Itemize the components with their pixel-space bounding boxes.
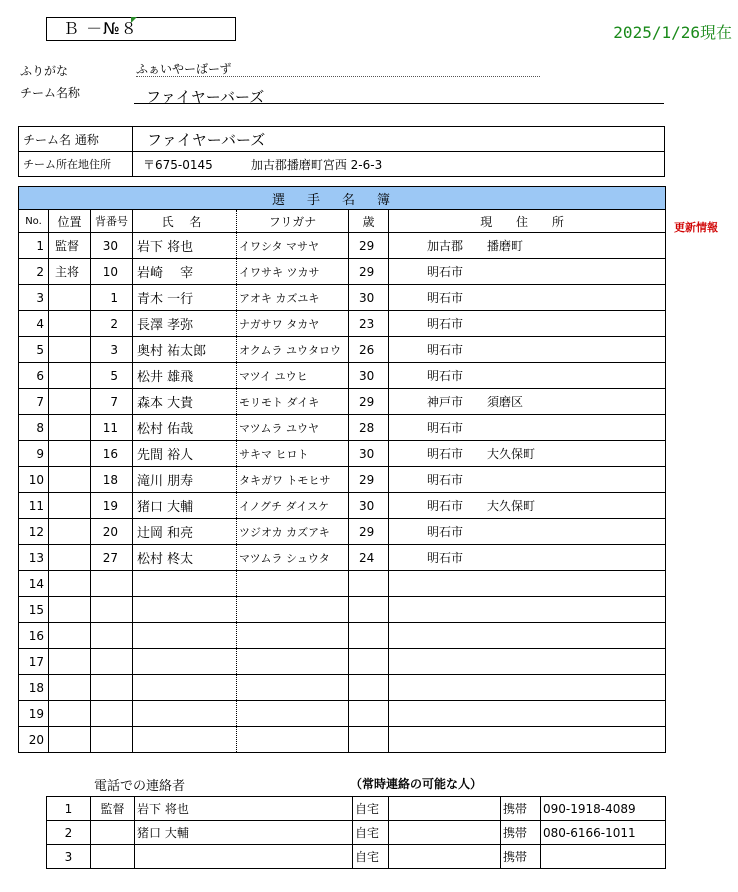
roster-row [19, 597, 666, 623]
player-address: 明石市 [389, 285, 666, 311]
contact-number: 1 [47, 797, 91, 821]
team-address: 加古郡播磨町宮西 2-6-3 [250, 157, 383, 172]
player-kana: サキマ ヒロト [237, 441, 349, 467]
row-number: 18 [19, 675, 49, 701]
document-id: Ｂ －№８ [63, 19, 138, 38]
player-kana: マツムラ シュウタ [237, 545, 349, 571]
home-label: 自宅 [353, 797, 389, 821]
team-name-label: チーム名称 [20, 86, 81, 100]
player-name: 岩崎 宰 [133, 259, 237, 285]
jersey-number [91, 649, 133, 675]
player-kana: マツムラ ユウヤ [237, 415, 349, 441]
player-name: 森本 大貴 [133, 389, 237, 415]
player-kana: オクムラ ユウタロウ [237, 337, 349, 363]
player-age: 29 [349, 467, 389, 493]
position [49, 285, 91, 311]
address-cell [133, 152, 665, 177]
player-name: 滝川 朋寿 [133, 467, 237, 493]
address-label: チーム所在地住所 [19, 152, 133, 177]
player-age [349, 623, 389, 649]
contacts-body [47, 797, 666, 869]
jersey-number: 20 [91, 519, 133, 545]
jersey-number [91, 727, 133, 753]
position [49, 597, 91, 623]
position [49, 311, 91, 337]
roster-row [19, 311, 666, 337]
roster-header-row [19, 210, 666, 233]
jersey-number [91, 675, 133, 701]
player-age: 29 [349, 233, 389, 259]
mobile-phone [541, 845, 666, 869]
row-number: 6 [19, 363, 49, 389]
player-address [389, 597, 666, 623]
player-age: 30 [349, 441, 389, 467]
player-age: 23 [349, 311, 389, 337]
player-age: 26 [349, 337, 389, 363]
player-name [133, 623, 237, 649]
position: 主将 [49, 259, 91, 285]
player-kana: イノグチ ダイスケ [237, 493, 349, 519]
mobile-label: 携帯 [501, 821, 541, 845]
jersey-number: 30 [91, 233, 133, 259]
position [49, 493, 91, 519]
row-number: 10 [19, 467, 49, 493]
row-number: 11 [19, 493, 49, 519]
contact-role: 監督 [91, 797, 135, 821]
col-header-no: No. [19, 210, 49, 233]
contact-number: 3 [47, 845, 91, 869]
mobile-phone: 090-1918-4089 [541, 797, 666, 821]
player-name [133, 727, 237, 753]
roster-table [18, 186, 666, 753]
jersey-number: 2 [91, 311, 133, 337]
home-phone [389, 845, 501, 869]
player-address: 明石市 [389, 545, 666, 571]
team-name-value: ファイヤーバーズ [134, 86, 664, 104]
contact-row [47, 797, 666, 821]
player-age [349, 701, 389, 727]
player-address: 明石市 [389, 311, 666, 337]
player-age: 29 [349, 519, 389, 545]
player-name [133, 571, 237, 597]
row-number: 8 [19, 415, 49, 441]
player-age [349, 649, 389, 675]
contact-name: 猪口 大輔 [135, 821, 353, 845]
postal-code: 〒675-0145 [143, 157, 213, 172]
roster-row [19, 623, 666, 649]
mobile-label: 携帯 [501, 845, 541, 869]
col-header-name: 氏 名 [133, 210, 237, 233]
row-number: 2 [19, 259, 49, 285]
player-age: 30 [349, 285, 389, 311]
mobile-label: 携帯 [501, 797, 541, 821]
player-address: 明石市 [389, 415, 666, 441]
roster-title-row [19, 187, 666, 210]
player-address: 明石市 [389, 337, 666, 363]
position [49, 415, 91, 441]
row-number: 12 [19, 519, 49, 545]
player-name: 青木 一行 [133, 285, 237, 311]
row-number: 20 [19, 727, 49, 753]
player-name: 松村 柊太 [133, 545, 237, 571]
player-kana [237, 649, 349, 675]
player-name: 辻岡 和亮 [133, 519, 237, 545]
document-id-box [46, 17, 236, 41]
jersey-number [91, 571, 133, 597]
contacts-heading: 電話での連絡者 [94, 779, 186, 794]
player-age [349, 675, 389, 701]
player-kana [237, 675, 349, 701]
team-address-row [19, 152, 665, 177]
home-phone [389, 821, 501, 845]
team-info-table [18, 126, 665, 177]
roster-row [19, 285, 666, 311]
col-header-address: 現 住 所 [389, 210, 666, 233]
jersey-number: 27 [91, 545, 133, 571]
player-age: 29 [349, 259, 389, 285]
home-label: 自宅 [353, 821, 389, 845]
jersey-number: 16 [91, 441, 133, 467]
roster-row [19, 727, 666, 753]
player-age [349, 727, 389, 753]
player-address [389, 675, 666, 701]
position [49, 519, 91, 545]
contact-row [47, 845, 666, 869]
position [49, 675, 91, 701]
update-info-label: 更新情報 [674, 221, 718, 234]
row-number: 5 [19, 337, 49, 363]
jersey-number [91, 623, 133, 649]
roster-row [19, 649, 666, 675]
row-number: 17 [19, 649, 49, 675]
contact-name [135, 845, 353, 869]
common-name-value: ファイヤーバーズ [133, 127, 665, 152]
player-kana: ツジオカ カズアキ [237, 519, 349, 545]
jersey-number: 19 [91, 493, 133, 519]
row-number: 13 [19, 545, 49, 571]
player-kana [237, 623, 349, 649]
player-kana: イワシタ マサヤ [237, 233, 349, 259]
player-address: 加古郡 播磨町 [389, 233, 666, 259]
row-number: 7 [19, 389, 49, 415]
player-address [389, 701, 666, 727]
position [49, 571, 91, 597]
row-number: 16 [19, 623, 49, 649]
as-of-date: 2025/1/26現在 [613, 23, 732, 42]
player-name: 松井 雄飛 [133, 363, 237, 389]
cell-comment-marker-icon [131, 17, 137, 23]
player-name: 猪口 大輔 [133, 493, 237, 519]
player-address: 明石市 大久保町 [389, 441, 666, 467]
row-number: 19 [19, 701, 49, 727]
position [49, 467, 91, 493]
jersey-number: 3 [91, 337, 133, 363]
team-common-name-row [19, 127, 665, 152]
roster-row [19, 259, 666, 285]
player-age: 29 [349, 389, 389, 415]
jersey-number: 11 [91, 415, 133, 441]
player-address: 明石市 [389, 467, 666, 493]
player-name [133, 649, 237, 675]
row-number: 9 [19, 441, 49, 467]
player-age: 30 [349, 363, 389, 389]
contact-role [91, 821, 135, 845]
contacts-note: （常時連絡の可能な人） [350, 777, 483, 791]
roster-row [19, 545, 666, 571]
player-kana [237, 571, 349, 597]
jersey-number: 5 [91, 363, 133, 389]
position [49, 389, 91, 415]
row-number: 15 [19, 597, 49, 623]
home-label: 自宅 [353, 845, 389, 869]
player-name: 松村 佑哉 [133, 415, 237, 441]
position [49, 545, 91, 571]
player-kana [237, 727, 349, 753]
roster-row [19, 233, 666, 259]
position [49, 701, 91, 727]
player-kana [237, 597, 349, 623]
roster-row [19, 337, 666, 363]
player-kana: モリモト ダイキ [237, 389, 349, 415]
player-name: 奥村 祐太郎 [133, 337, 237, 363]
player-kana: ナガサワ タカヤ [237, 311, 349, 337]
roster-row [19, 701, 666, 727]
player-age: 30 [349, 493, 389, 519]
roster-row [19, 467, 666, 493]
col-header-position: 位置 [49, 210, 91, 233]
player-name: 岩下 将也 [133, 233, 237, 259]
player-name [133, 701, 237, 727]
common-name-label: チーム名 通称 [19, 127, 133, 152]
position [49, 649, 91, 675]
roster-body [19, 233, 666, 753]
position [49, 623, 91, 649]
position [49, 441, 91, 467]
row-number: 4 [19, 311, 49, 337]
player-kana: タキガワ トモヒサ [237, 467, 349, 493]
roster-row [19, 675, 666, 701]
player-age: 28 [349, 415, 389, 441]
furigana-label: ふりがな [20, 64, 69, 78]
mobile-phone: 080-6166-1011 [541, 821, 666, 845]
home-phone [389, 797, 501, 821]
contact-number: 2 [47, 821, 91, 845]
player-age [349, 597, 389, 623]
jersey-number [91, 701, 133, 727]
player-age [349, 571, 389, 597]
position [49, 363, 91, 389]
contact-row [47, 821, 666, 845]
jersey-number: 18 [91, 467, 133, 493]
row-number: 1 [19, 233, 49, 259]
position: 監督 [49, 233, 91, 259]
player-address: 明石市 [389, 363, 666, 389]
player-name [133, 597, 237, 623]
player-age: 24 [349, 545, 389, 571]
col-header-number: 背番号 [91, 210, 133, 233]
player-address [389, 727, 666, 753]
jersey-number: 1 [91, 285, 133, 311]
player-address [389, 623, 666, 649]
row-number: 3 [19, 285, 49, 311]
player-address: 明石市 [389, 259, 666, 285]
roster-row [19, 389, 666, 415]
player-address [389, 649, 666, 675]
player-address [389, 571, 666, 597]
roster-row [19, 363, 666, 389]
jersey-number: 7 [91, 389, 133, 415]
jersey-number: 10 [91, 259, 133, 285]
player-name: 長澤 孝弥 [133, 311, 237, 337]
player-kana [237, 701, 349, 727]
player-name: 先間 裕人 [133, 441, 237, 467]
contact-role [91, 845, 135, 869]
contacts-table [46, 796, 666, 869]
player-address: 明石市 [389, 519, 666, 545]
furigana-value: ふぁいやーばーず [136, 60, 540, 77]
player-address: 明石市 大久保町 [389, 493, 666, 519]
position [49, 727, 91, 753]
position [49, 337, 91, 363]
player-address: 神戸市 須磨区 [389, 389, 666, 415]
roster-title: 選手名簿 [19, 187, 666, 210]
roster-row [19, 415, 666, 441]
player-kana: アオキ カズユキ [237, 285, 349, 311]
contact-name: 岩下 将也 [135, 797, 353, 821]
roster-row [19, 493, 666, 519]
player-kana: マツイ ユウヒ [237, 363, 349, 389]
player-kana: イワサキ ツカサ [237, 259, 349, 285]
row-number: 14 [19, 571, 49, 597]
col-header-kana: フリガナ [237, 210, 349, 233]
player-name [133, 675, 237, 701]
roster-row [19, 519, 666, 545]
roster-row [19, 571, 666, 597]
roster-row [19, 441, 666, 467]
col-header-age: 歳 [349, 210, 389, 233]
jersey-number [91, 597, 133, 623]
